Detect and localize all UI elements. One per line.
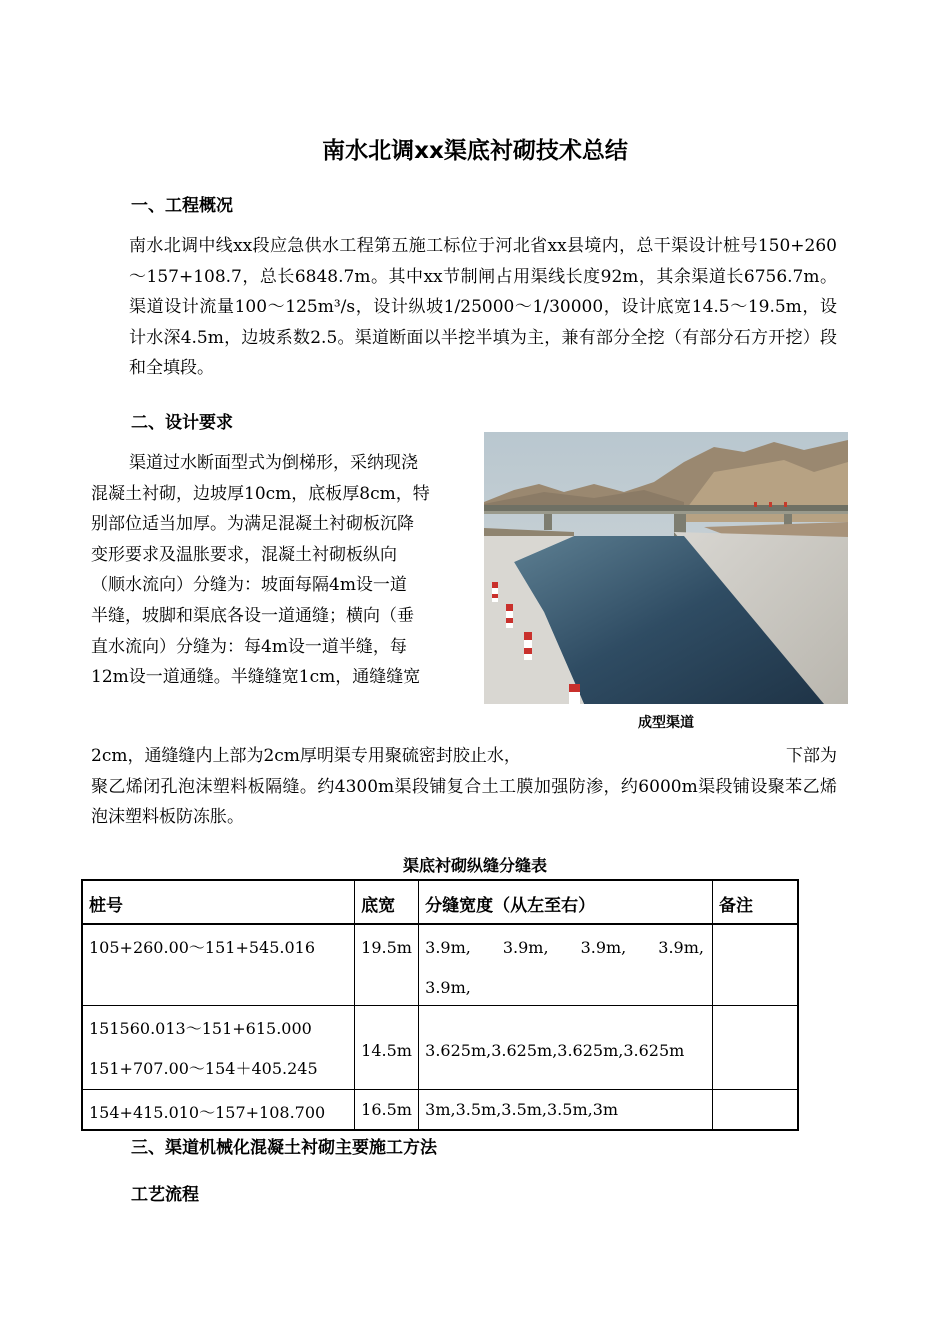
station-text-line2: 151+707.00～154＋405.245 [89, 1059, 318, 1078]
table-header-row [82, 880, 798, 924]
cell-note [712, 924, 798, 1006]
cell-station [82, 1006, 355, 1090]
page-title: 南水北调xx渠底衬砌技术总结 [322, 138, 628, 164]
overview-text: 南水北调中线xx段应急供水工程第五施工标位于河北省xx县境内，总干渠设计桩号150+260～157+108.7，总长6848.7m。其中xx节制闸占用渠线长度92m，其余渠道长6756.7m。渠道设计流量100～125m³/s，设计纵坡1/25000～1/30000，设计底宽14.5～19.5m，设计水深4.5m，边坡系数2.5。渠道断面以半挖半填为主，兼有部分全挖（有部分石方开挖）段和全填段。 [129, 236, 837, 379]
cell-joints: 3.625m,3.625m,3.625m,3.625m [419, 1006, 713, 1090]
cell-joints [419, 924, 713, 1006]
cell-width: 14.5m [355, 1006, 419, 1090]
width-text: 19.5m [361, 938, 412, 957]
table-row [82, 1090, 798, 1130]
design-line-4: （顺水流向）分缝为：坡面每隔4m设一道 [91, 575, 407, 596]
cell-note [712, 1090, 798, 1130]
joints-text-line1: 3.9m, 3.9m, 3.9m, 3.9m, [425, 938, 704, 957]
header-width: 底宽 [355, 880, 419, 924]
header-joints: 分缝宽度（从左至右） [419, 880, 713, 924]
design-line-0: 渠道过水断面型式为倒梯形，采纳现浇 [129, 453, 418, 473]
table-title: 渠底衬砌纵缝分缝表 [402, 856, 547, 875]
section-heading-overview: 一、工程概况 [131, 196, 233, 216]
canal-photo [484, 432, 848, 704]
cell-station: 154+415.010～157+108.700 [82, 1090, 355, 1130]
design-cont-a: 2cm，通缝缝内上部为2cm厚明渠专用聚硫密封胶止水， [91, 746, 521, 766]
design-paragraph-wrapped [91, 448, 471, 693]
design-line-3: 变形要求及温胀要求，混凝土衬砌板纵向 [91, 544, 397, 565]
cell-station [82, 924, 355, 1006]
joint-table [81, 879, 799, 1131]
station-text: 105+260.00～151+545.016 [89, 938, 316, 957]
overview-paragraph [91, 231, 837, 384]
table-row [82, 924, 798, 1006]
joints-text-line2: 3.9m, [425, 978, 471, 997]
header-note: 备注 [712, 880, 798, 924]
subheading-process-flow: 工艺流程 [131, 1185, 199, 1205]
table-row [82, 1006, 798, 1090]
design-line-6: 直水流向）分缝为：每4m设一道半缝，每 [91, 636, 407, 657]
cell-width: 16.5m [355, 1090, 419, 1130]
photo-caption: 成型渠道 [638, 715, 694, 731]
design-cont-b: 下部为 [786, 746, 837, 766]
cell-joints: 3m,3.5m,3.5m,3.5m,3m [419, 1090, 713, 1130]
design-line-1: 混凝土衬砌，边坡厚10cm，底板厚8cm，特 [91, 483, 430, 504]
design-line-2: 别部位适当加厚。为满足混凝土衬砌板沉降 [91, 514, 414, 535]
section-heading-design: 二、设计要求 [131, 413, 233, 433]
design-line-7: 12m设一道通缝。半缝缝宽1cm，通缝缝宽 [91, 667, 421, 688]
cell-width [355, 924, 419, 1006]
station-text-line1: 151560.013～151+615.000 [89, 1019, 312, 1038]
design-line-5: 半缝，坡脚和渠底各设一道通缝；横向（垂 [91, 605, 414, 626]
cell-note [712, 1006, 798, 1090]
design-cont-c: 聚乙烯闭孔泡沫塑料板隔缝。约4300m渠段铺复合土工膜加强防渗，约6000m渠段铺设聚苯乙烯泡沫塑料板防冻胀。 [91, 776, 837, 828]
design-cont-line [91, 741, 837, 772]
header-station: 桩号 [82, 880, 355, 924]
design-paragraph-continued [91, 741, 837, 833]
section-heading-methods: 三、渠道机械化混凝土衬砌主要施工方法 [131, 1138, 437, 1158]
